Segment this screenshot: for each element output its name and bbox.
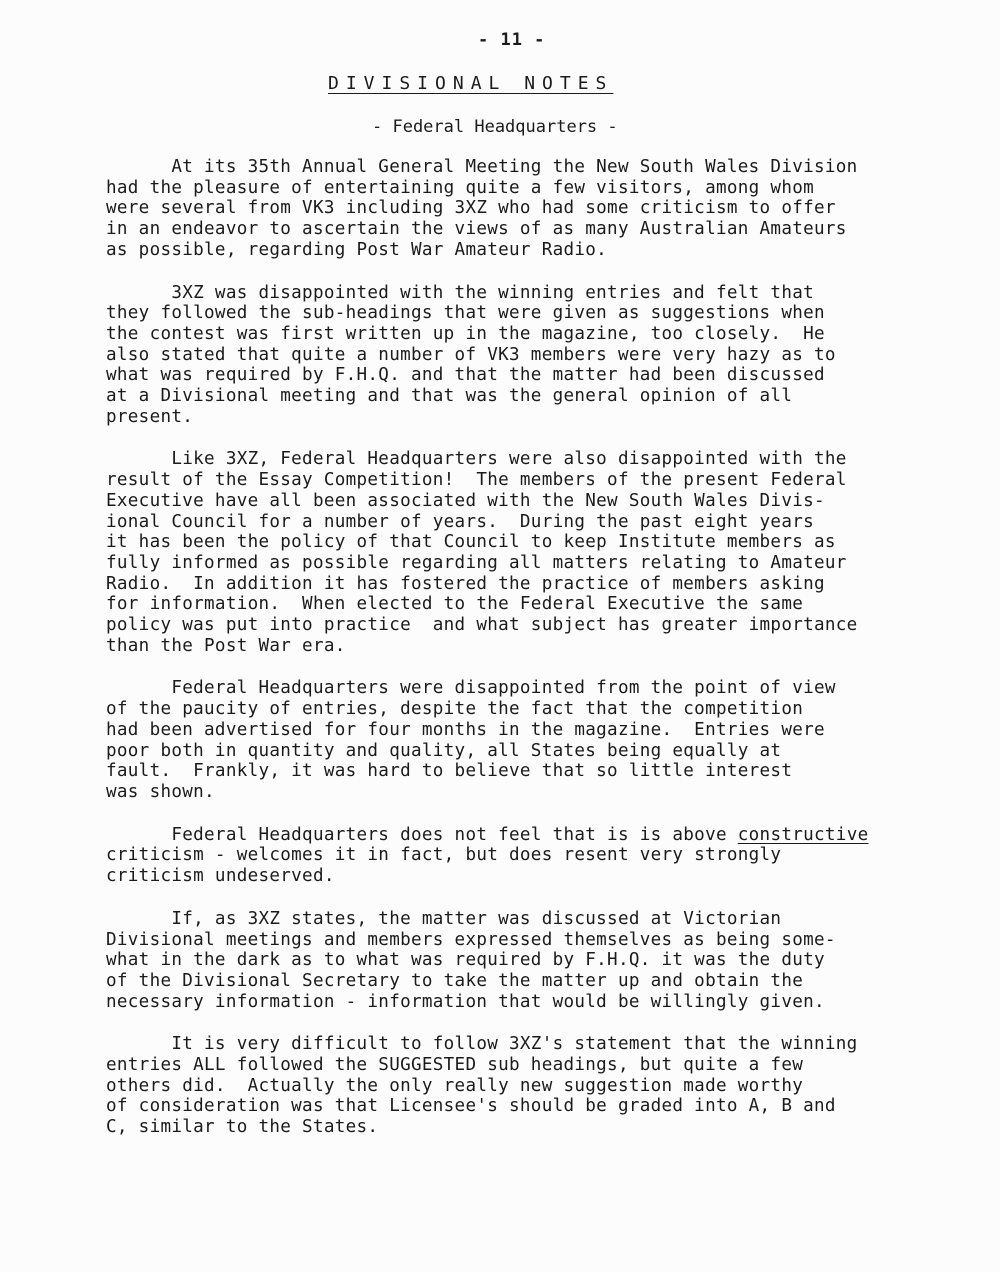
page-number: - 11 - [478,30,546,50]
text-line: present. [106,406,194,427]
section-heading: DIVISIONAL NOTES [328,73,614,94]
text-line: Federal Headquarters were disappointed from the point of view [106,678,836,699]
text-line: necessary information - information that would be willingly given. [106,991,825,1012]
text-line: at a Divisional meeting and that was the general opinion of all [106,386,793,407]
text-line: for information. When elected to the Federal Executive the same [106,594,804,615]
text-line: in an endeavor to ascertain the views of as many Australian Amateurs [106,219,847,240]
text-line: ional Council for a number of years. During the past eight years [106,511,815,532]
text-line: had the pleasure of entertaining quite a few visitors, among whom [106,177,815,198]
text-line: of consideration was that Licensee's should be graded into A, B and [106,1096,836,1117]
text-line [106,825,976,846]
text-line: others did. Actually the only really new suggestion made worthy [106,1075,804,1096]
text-line: C, similar to the States. [106,1117,379,1138]
text-line: policy was put into practice and what subject has greater importance [106,615,858,636]
text-line: were several from VK3 including 3XZ who had some criticism to offer [106,198,836,219]
text-line: If, as 3XZ states, the matter was discussed at Victorian [106,908,782,929]
text-line: of the Divisional Secretary to take the matter up and obtain the [106,970,804,991]
text-line: entries ALL followed the SUGGESTED sub headings, but quite a few [106,1055,804,1076]
text-line: Executive have all been associated with the New South Wales Divis- [106,490,825,511]
underlined-word: constructive [737,824,869,845]
body-text [106,157,976,1160]
text-line: Like 3XZ, Federal Headquarters were also disappointed with the [106,449,847,470]
text-line: had been advertised for four months in the magazine. Entries were [106,719,825,740]
text-line: criticism - welcomes it in fact, but does resent very strongly [106,845,782,866]
paragraph [106,1034,976,1138]
text-line: than the Post War era. [106,635,346,656]
text-line: It is very difficult to follow 3XZ's statement that the winning [106,1034,858,1055]
text-line: 3XZ was disappointed with the winning entries and felt that [106,282,815,303]
paragraph [106,909,976,1013]
text-line: fully informed as possible regarding all matters relating to Amateur [106,552,847,573]
text-line: was shown. [106,781,215,802]
paragraph [106,283,976,428]
text-line: result of the Essay Competition! The members of the present Federal [106,470,847,491]
text-line: what in the dark as to what was required by F.H.Q. it was the duty [106,950,825,971]
text-line: also stated that quite a number of VK3 members were very hazy as to [106,344,836,365]
text-line: what was required by F.H.Q. and that the matter had been discussed [106,365,825,386]
paragraph [106,678,976,802]
paragraph [106,449,976,656]
section-subheading: - Federal Headquarters - [372,117,618,137]
text-line: it has been the policy of that Council to keep Institute members as [106,532,836,553]
text-line: of the paucity of entries, despite the fact that the competition [106,699,804,720]
paragraph [106,825,976,887]
text-line: Radio. In addition it has fostered the practice of members asking [106,573,825,594]
text-line: they followed the sub-headings that were given as suggestions when [106,303,825,324]
text-line: Divisional meetings and members expressed themselves as being some- [106,929,836,950]
text-line: poor both in quantity and quality, all States being equally at [106,740,782,761]
text-line: criticism undeserved. [106,866,335,887]
text-line: the contest was first written up in the magazine, too closely. He [106,323,825,344]
text-fragment: Federal Headquarters does not feel that is is above [106,824,738,845]
text-line: as possible, regarding Post War Amateur Radio. [106,239,608,260]
text-line: fault. Frankly, it was hard to believe that so little interest [106,761,793,782]
text-line: At its 35th Annual General Meeting the New South Wales Division [106,157,858,177]
paragraph [106,157,976,261]
